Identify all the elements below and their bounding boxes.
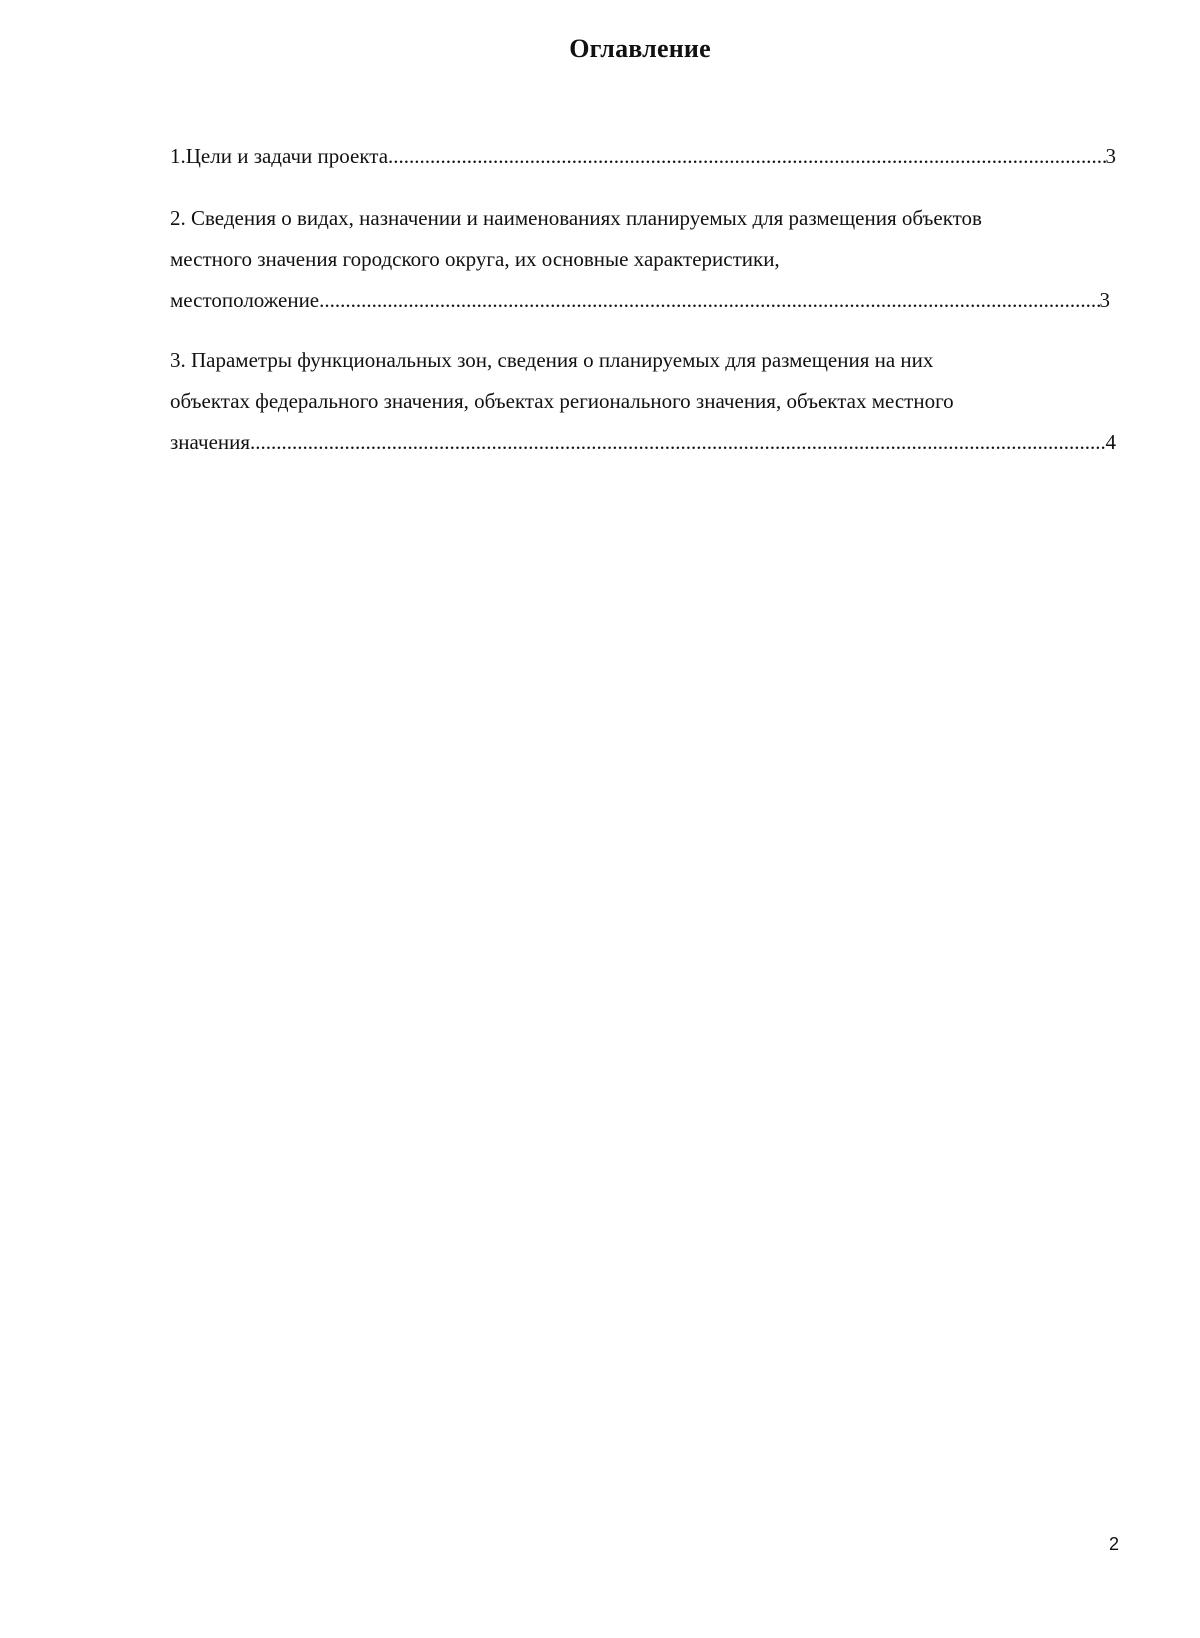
footer-page-number: 2	[1109, 1534, 1120, 1554]
toc-entry-page-number: 3	[1099, 288, 1110, 312]
toc-entry-2[interactable]	[170, 198, 1110, 321]
toc-entry-title: 1.Цели и задачи проекта	[170, 144, 389, 168]
dot-leader	[250, 422, 1105, 463]
toc-title: Оглавление	[569, 34, 711, 63]
dot-leader	[388, 136, 1105, 177]
toc-entry-page-number: 3	[1105, 144, 1116, 168]
toc-entry-1-line	[170, 136, 1116, 177]
toc-entry-2-last-line	[170, 280, 1110, 321]
toc-entry-1[interactable]	[170, 136, 1116, 177]
toc-entry-text-line: 2. Сведения о видах, назначении и наименованиях планируемых для размещения объектов	[170, 206, 982, 230]
toc-entry-text-line: объектах федерального значения, объектах регионального значения, объектах местного	[170, 389, 954, 413]
toc-entry-title: местоположение	[170, 288, 320, 312]
toc-entry-page-number: 4	[1105, 430, 1116, 454]
toc-entry-3[interactable]	[170, 340, 1116, 463]
toc-entry-title: значения	[170, 430, 251, 454]
dot-leader	[319, 280, 1099, 321]
toc-entry-text-line: местного значения городского округа, их основные характеристики,	[170, 247, 780, 271]
toc-entry-text-line: 3. Параметры функциональных зон, сведения о планируемых для размещения на них	[170, 348, 934, 372]
toc-entry-3-last-line	[170, 422, 1116, 463]
